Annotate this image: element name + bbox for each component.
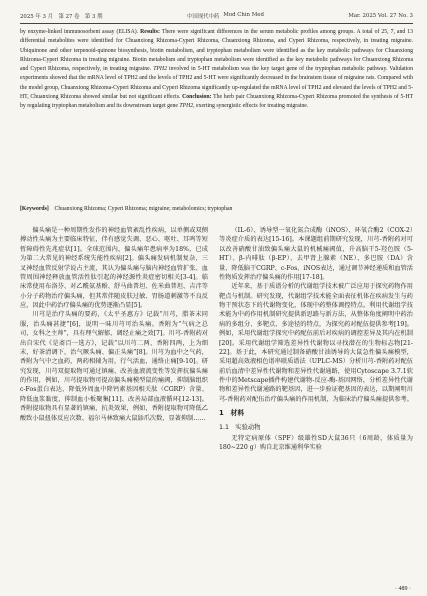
keywords-label: [Keywords] (20, 206, 49, 212)
keywords (20, 205, 413, 215)
body-paragraph: 无特定病原体（SPF）级雄性SD大鼠36只（6周龄，体质量为180~220 g）购自北京维通利华实验 (219, 434, 413, 452)
header-divider (20, 23, 413, 24)
right-column (219, 226, 413, 584)
subsection-heading: 1.1 实验动物 (219, 423, 261, 431)
header-journal-cn: 中国现代中药 (186, 14, 220, 20)
abstract-conclusion: The herb pair Chuanxiong Rhizoma-Cyperi Rhizoma promoted the synthesis of 5-HT by regulating tryptophan metabolism and its downstream target gene (20, 94, 413, 110)
header-issue-en: Mar. 2025 Vol. 27 No. 3 (348, 13, 413, 19)
keywords-text: Chuanxiong Rhizoma; Cyperi Rhizoma; migraine; metabolomics; tryptophan (48, 206, 233, 212)
body-paragraph: （IL-6）、诱导型一氧化氮合成酶（iNOS）、环氧合酶2（COX-2）等炎症介质的表达[15-16]。本课题组前期研究发现，川芎-香附药对可以改善硝酸甘油致偏头痛大鼠的机械痛阈值，升高脑干5-羟色胺（5-HT）、β-内啡肽（β-EP）、去甲肾上腺素（NE）、多巴胺（DA）含量、降低脑干CGRP、c-Fos、iNOS表达，通过调节神经递质和血管活性物质发挥治疗偏头痛的作用[17-18]。 (219, 227, 413, 281)
abstract-methods-end: by enzyme-linked immunosorbent assay (ELISA). (20, 29, 141, 35)
gene-tph2: TPH2 (153, 66, 167, 73)
body-paragraph: 偏头痛是一种周期性发作的神经血管紊乱性疾病，以单侧或双侧搏动性头痛为主要临床特征，伴有感觉失调、恶心、呕吐、耳鸣等短暂障碍性先兆症状[1]。全球范围内，偏头痛年患病率为18%，已成为第二大常见的神经系统失能性疾病[2]。偏头痛发病机制复杂，三叉神经血管反射学说占主流，其认为偏头痛与脑内神经血管扩张、血管周围神经释放血管活性肽引起的神经源性炎症密切相关[3-4]。临床常使用布洛芬、对乙酰氨基酚、舒马曲普坦、佐米曲普坦、吉泮等小分子药物治疗偏头痛，但其常伴随皮肤过敏、胃肠道刺激等不良反应，因此中药治疗偏头痛的优势逐渐凸显[5]。 (20, 227, 208, 309)
section-heading: 1 材料 (219, 409, 245, 418)
body-paragraph: 川芎是治疗头痛的要药，《太平圣惠方》记载“川芎，腊茶末同服，治头痛甚捷”[6]，说明一味川芎可治头痛。香附为“气病之总司，女科之主帅”，具有理气解郁，调经止痛之效[7]。川芎-香附药对出自宋代《是斋百一选方》，记载“以川芎二两、香附四两，上为细末，好茶清调下，治气厥头痛、偏正头痛”[8]。川芎为血中之气药，香附为气中之血药，两药相辅为用，行气活血，通络止痛[9-10]。研究发现，川芎双提取物可通过镇痛、改善血液流变性等发挥抗偏头痛的作用，例如，川芎提取物可提高偏头痛模型鼠的痛阈，抑制脑组织c-Fos蛋白表达、降低外周血中降钙素基因相关肽（CGRP）含量、降低血浆黏度、抑制血小板聚集[11]、改善局部血液循环[12-13]。香附提取物具有显著的镇痛、抗炎效果，例如，香附提取物可降低乙酸致小鼠扭体反应次数、福尔马林致痛大鼠舔爪次数，显著抑制…… (20, 311, 208, 422)
english-abstract (20, 28, 413, 203)
gene-tph2: TPH2 (179, 103, 194, 110)
body-paragraph: 近年来，基于质谱分析的代谢组学技术被广泛应用于探究药物作用靶点与机制。研究发现，代谢组学技术能全面表征机体在疾病发生与药物干预状态下的代谢物变化，体现中药整体调控特点。利用代谢组学技术能为中药作用机制研究提供新思路与新方法，从整体角度阐明中药治病的多组分、多靶点、多途径的特点，为探究药对配伍提供参考[19]。例如，采用代谢组学探究中药配伍前后对疾病的调控差异及其内在机制[20]。采用代谢组学筛选差异性代谢物以寻找潜在的生物标志物[21-22]。基于此，本研究通过制备硝酸甘油诱导的大鼠急性偏头痛模型，采用超高效液相色谱串联质谱法（UPLC-MS）分析川芎-香附药对配伍前后血清中差异性代谢物和差异性代谢通路，使用Cytoscape 3.7.1软件中的Metscape插件构建代谢物-反应-酶-基因网络，分析差异性代谢物和差异性代谢通路的靶基因，进一步验证靶基因的表达，以期阐明川芎-香附药对配伍治疗偏头痛的作用机制，为临床治疗偏头痛提供参考。 (219, 283, 413, 403)
results-label: Results: (140, 29, 160, 35)
abstract-conclusion-end: , exerting synergistic effects for treating migraine. (193, 103, 309, 110)
header-journal (187, 12, 264, 20)
conclusion-label: Conclusion: (182, 94, 212, 101)
running-header (20, 10, 413, 22)
left-column (20, 226, 208, 584)
abstract-results: There were significant differences in the serum metabolic profiles among groups. A total of 25, 7, and 13 differential metabolites were identified for Chuanxiong Rhizoma-Cyperi Rhizoma, Chuanxiong Rhizoma, and Cyperi Rhizoma, respectively, in treating migraine. Ubiquinone and other terpenoid-quinone biosynthesis, biotin metabolism, and tryptophan metabolism were identified as the key metabolic pathways for Chuanxiong Rhizoma-Cyperi Rhizoma in treating migraine. Biotin metabolism and tryptophan metabolism were identified as the key metabolic pathways for Chuanxiong Rhizoma and Cyperi Rhizoma, respectively, in treating migraine. (20, 29, 413, 73)
header-journal-en: Mod Chin Med (223, 12, 264, 18)
header-issue-cn: 2025 年 3 月 第 27 卷 第 3 期 (20, 14, 103, 20)
page-number: · 489 · (395, 586, 411, 592)
abstract-results-cont: involved in 5-HT metabolism was the key target gene of the tryptophan metabolic pathway. Validation experiments showed that the mRNA level of TPH2 and the levels of TPH2 and 5-HT were significantly decreased in the brainstem tissue of migraine rats. Compared with the model group, Chuanxiong Rhizoma-Cyperi Rhizoma and Cyperi Rhizoma significantly up-regulated the mRNA level of TPH2 and elevated the levels of TPH2 and 5-HT, Chuanxiong Rhizoma showed similar but not significant effects. (20, 66, 413, 101)
